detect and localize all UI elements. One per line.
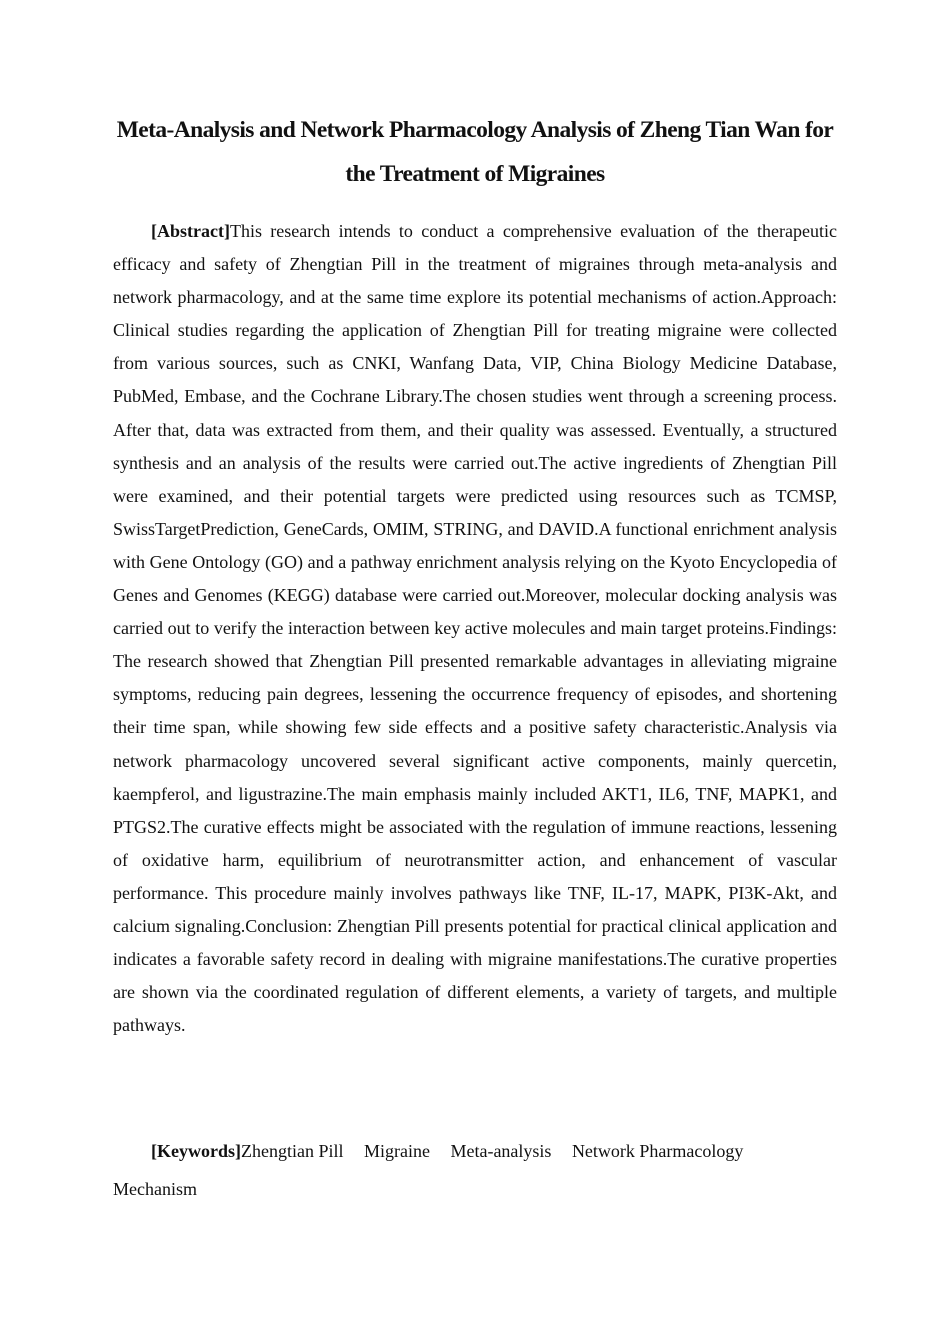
abstract-label: [Abstract] xyxy=(151,221,230,241)
keyword-item: Network Pharmacology xyxy=(571,1141,744,1161)
keyword-item: Meta-analysis xyxy=(450,1141,552,1161)
paper-title: Meta-Analysis and Network Pharmacology Analysis of Zheng Tian Wan for the Treatment of Migraines xyxy=(116,117,834,187)
keyword-item: Zhengtian Pill xyxy=(240,1141,344,1161)
abstract-paragraph xyxy=(113,215,837,1042)
abstract-text: This research intends to conduct a comprehensive evaluation of the therapeutic efficacy and safety of Zhengtian Pill in the treatment of migraines through meta-analysis and network pharmacology, and at the same time explore its potential mechanisms of action.Approach: Clinical studies regarding the application of Zhengtian Pill for treating migraine were collected from various sources, such as CNKI, Wanfang Data, VIP, China Biology Medicine Database, PubMed, Embase, and the Cochrane Library.The chosen studies went through a screening process. After that, data was extracted from them, and their quality was assessed. Eventually, a structured synthesis and an analysis of the results were carried out.The active ingredients of Zhengtian Pill were examined, and their potential targets were predicted using resources such as TCMSP, SwissTargetPrediction, GeneCards, OMIM, STRING, and DAVID.A functional enrichment analysis with Gene Ontology (GO) and a pathway enrichment analysis relying on the Kyoto Encyclopedia of Genes and Genomes (KEGG) database were carried out.Moreover, molecular docking analysis was carried out to verify the interaction between key active molecules and main target proteins.Findings: The research showed that Zhengtian Pill presented remarkable advantages in alleviating migraine symptoms, reducing pain degrees, lessening the occurrence frequency of episodes, and shortening their time span, while showing few side effects and a positive safety characteristic.Analysis via network pharmacology uncovered several significant active components, mainly quercetin, kaempferol, and ligustrazine.The main emphasis mainly included AKT1, IL6, TNF, MAPK1, and PTGS2.The curative effects might be associated with the regulation of immune reactions, lessening of oxidative harm, equilibrium of neurotransmitter action, and enhancement of vascular performance. This procedure mainly involves pathways like TNF, IL-17, MAPK, PI3K-Akt, and calcium signaling.Conclusion: Zhengtian Pill presents potential for practical clinical application and indicates a favorable safety record in dealing with migraine manifestations.The curative properties are shown via the coordinated regulation of different elements, a variety of targets, and multiple pathways. xyxy=(113,221,837,1036)
keyword-item: Migraine xyxy=(363,1141,430,1161)
keyword-item: Mechanism xyxy=(113,1179,197,1199)
keywords-label: [Keywords] xyxy=(151,1141,241,1161)
keywords-paragraph xyxy=(113,1132,837,1208)
